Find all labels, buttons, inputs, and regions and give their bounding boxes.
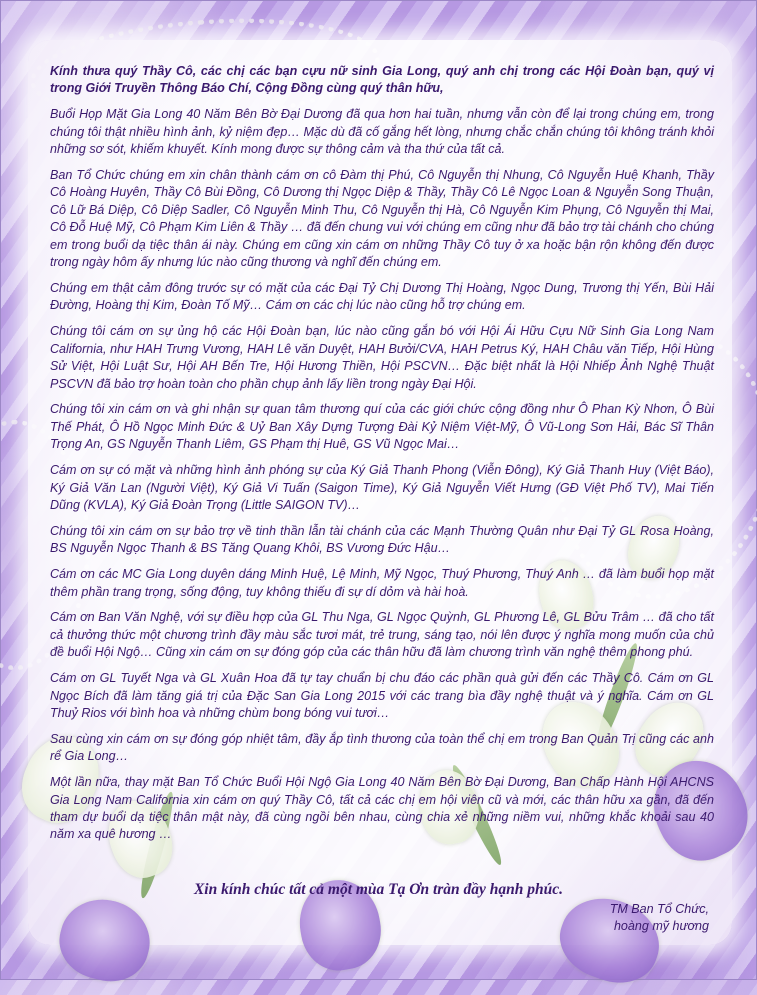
closing-wish: Xin kính chúc tất cả một mùa Tạ Ơn tràn đầy hạnh phúc. (193, 881, 564, 898)
signature-title: TM Ban Tổ Chức, (609, 902, 709, 916)
letter-paragraph: Một lần nữa, thay mặt Ban Tổ Chức Buổi Hội Ngộ Gia Long 40 Năm Bên Bờ Đại Dương, Ban Chấp Hành Hội AHCNS Gia Long Nam California xin cám ơn quý Thầy Cô, tất cả các chị em hội viên cũ và mới, các thân hữu xa gần, đã đến tham dự buổi dạ tiệc thân mật này, đã cùng ngồi bên nhau, cùng chia xẻ những niềm vui, những khắc khoải sau 40 năm xa quê hương … (50, 775, 714, 842)
salutation-paragraph: Kính thưa quý Thầy Cô, các chị các bạn cựu nữ sinh Gia Long, quý anh chị trong các Hội Đoàn bạn, quý vị trong Giới Truyền Thông Báo Chí, Cộng Đồng cùng quý thân hữu, (50, 64, 714, 96)
signature-name: hoàng mỹ hương (613, 919, 709, 934)
letter-paragraph: Cám ơn Ban Văn Nghệ, với sự điều hợp của GL Thu Nga, GL Ngọc Quỳnh, GL Phương Lê, GL Bửu Trâm … đã cho tất cả thưởng thức một chương trình đầy màu sắc tươi mát, trẻ trung, sáng tạo, nói lên được ý nghĩa mong muốn của chủ đề buổi Hội Ngộ… Cũng xin cám ơn sự đóng góp của các thân hữu đã làm chương trình văn nghệ thêm phong phú. (50, 610, 714, 660)
letter-paragraph: Sau cùng xin cám ơn sự đóng góp nhiệt tâm, đầy ắp tình thương của toàn thể chị em trong Ban Quản Trị cũng các anh rể Gia Long… (50, 731, 714, 764)
letter-paragraph: Chúng tôi xin cám ơn sự bảo trợ về tinh thần lẫn tài chánh của các Mạnh Thường Quân như Đại Tỷ GL Rosa Hoàng, BS Nguyễn Ngọc Thanh & BS Tăng Quang Khôi, BS Vương Đức Hậu… (50, 523, 714, 556)
letter-body (50, 63, 714, 852)
letter-paragraph: Cám ơn GL Tuyết Nga và GL Xuân Hoa đã tự tay chuẩn bị chu đáo các phần quà gửi đến các Thầy Cô. Cám ơn GL Ngọc Bích đã làm tăng giá trị của Đặc San Gia Long 2015 với các trang bìa đầy nghệ thuật và ý nghĩa. Cám ơn GL Thuỷ Rios với bình hoa và những chùm bong bóng vui tươi… (50, 671, 714, 720)
letter-paragraph: Chúng em thật cảm đông trước sự có mặt của các Đại Tỷ Chị Dương Thị Hoàng, Ngọc Dung, Trương thị Yến, Bùi Hải Đường, Hoàng thị Kim, Đoàn Tố Mỹ… Cám ơn các chị lúc nào cũng hỗ trợ chúng em. (50, 280, 714, 313)
letter-paragraph: Ban Tổ Chức chúng em xin chân thành cám ơn cô Đàm thị Phú, Cô Nguyễn thị Nhung, Cô Nguyễn Huệ Khanh, Thầy Cô Hoàng Huyên, Thầy Cô Bùi Đồng, Cô Dương thị Ngọc Diệp & Thầy, Thầy Cô Lê Ngọc Loan & Nguyễn Song Thuận, Cô Lữ Bá Diệp, Cô Diệp Sadler, Cô Nguyễn Minh Thu, Cô Nguyễn thị Hà, Cô Nguyễn Kim Phụng, Cô Nguyễn thị Mai, Cô Đỗ Huệ Mỹ, Cô Phạm Kim Liên & Thầy … đã đến chung vui với chúng em cũng như đã bảo trợ tài chánh cho chúng em trong buổi dạ tiệc thân ái này. Chúng em cũng xin cám ơn những Thầy Cô tuy ở xa hoặc bận rộn không đến được trong ngày hôm ấy nhưng lúc nào cũng thương và nghĩ đến chúng em. (50, 168, 714, 270)
letter-paragraph: Cám ơn các MC Gia Long duyên dáng Minh Huệ, Lệ Minh, Mỹ Ngọc, Thuý Phương, Thuý Anh … đã làm buổi họp mặt thêm phần trang trọng, sống động, tuy không thiếu đi sự dí dỏm và hài hoà. (50, 567, 714, 599)
letter-paragraph: Buổi Họp Mặt Gia Long 40 Năm Bên Bờ Đại Dương đã qua hơn hai tuần, nhưng vẫn còn để lại trong chúng em, trong chúng tôi thật nhiều hình ảnh, kỷ niệm đẹp… Mặc dù đã cố gắng hết lòng, nhưng chắc chắn chúng tôi không tránh khỏi những sơ sót, khiếm khuyết. Kính mong được sự thông cảm và tha thứ của tất cả. (50, 107, 714, 157)
signature-block (610, 901, 709, 936)
letter-paragraph: Chúng tôi cám ơn sự ủng hộ các Hội Đoàn bạn, lúc nào cũng gắn bó với Hội Ái Hữu Cựu Nữ Sinh Gia Long Nam California, như HAH Trưng Vương, HAH Lê văn Duyệt, HAH Bưởi/CVA, HAH Petrus Ký, HAH Châu văn Tiếp, Hội Hùng Sử Việt, Hội Luật Sư, Hội AH Bến Tre, Hội Hương Thiền, Hội PSCVN… Đặc biệt nhất là Hội Nhiếp Ảnh Nghệ Thuật PSCVN đã bảo trợ hoàn toàn cho phần chụp ảnh lấy liền trong ngày Đại Hội. (50, 324, 714, 391)
letter-paragraph: Cám ơn sự có mặt và những hình ảnh phóng sự của Ký Giả Thanh Phong (Viễn Đông), Ký Giả Thanh Huy (Việt Báo), Ký Giả Văn Lan (Người Việt), Ký Giả Vi Tuấn (Saigon Time), Ký Giả Nguyễn Viết Hưng (GĐ Việt Phố TV), Mai Tiến Dũng (KVLA), Ký Giả Đoàn Trọng (Little SAIGON TV)… (50, 463, 714, 512)
letter-paragraph: Chúng tôi xin cám ơn và ghi nhận sự quan tâm thương quí của các giới chức cộng đồng như Ô Phan Kỳ Nhơn, Ô Bùi Thế Phát, Ô Hồ Ngọc Minh Đức & Uỷ Ban Xây Dựng Tượng Đài Kỷ Niệm Việt-Mỹ, Ô Vũ-Long Sơn Hải, Bác Sĩ Thân Trọng An, GS Nguyễn Thanh Liêm, GS Phạm thị Huê, GS Vũ Ngọc Mai… (50, 402, 714, 452)
